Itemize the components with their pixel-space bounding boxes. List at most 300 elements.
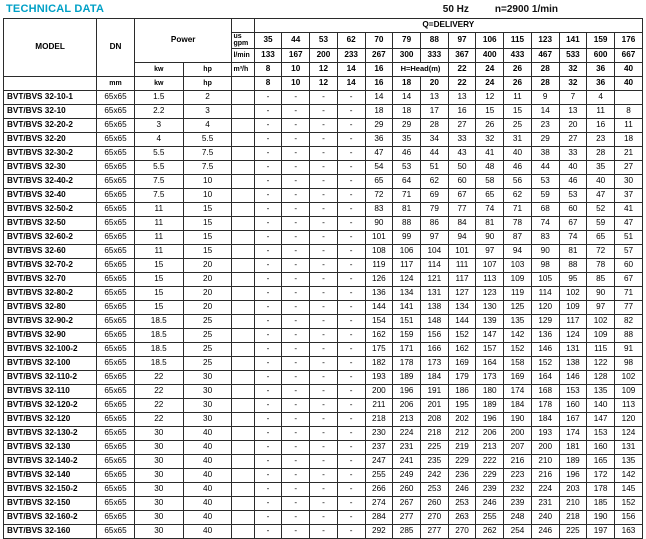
row-head-value-10: 168 [531,384,559,398]
row-head-value-11: 181 [559,440,587,454]
row-head-value-3: - [337,132,365,146]
row-head-value-3: - [337,342,365,356]
row-head-value-1: - [282,468,310,482]
row-head-value-4: 90 [365,216,393,230]
row-power-hp: 10 [183,174,232,188]
row-head-value-5: 285 [393,524,421,538]
row-unit-spacer [232,104,254,118]
row-head-value-2: - [310,118,338,132]
row-dn: 65x65 [97,216,135,230]
table-head [4,19,643,91]
row-head-value-4: 72 [365,188,393,202]
row-model: BVT/BVS 32-80-2 [4,286,97,300]
row-head-value-12: 85 [587,272,615,286]
row-head-value-0: - [254,132,282,146]
row-head-value-11: 210 [559,496,587,510]
row-power-kw: 30 [134,524,183,538]
row-head-value-5: 71 [393,188,421,202]
row-model: BVT/BVS 32-50-2 [4,202,97,216]
row-head-value-11: 20 [559,118,587,132]
row-head-value-0: - [254,482,282,496]
col-header-power: Power [134,19,232,63]
row-power-kw: 22 [134,398,183,412]
row-head-value-7: 195 [448,398,476,412]
row-dn: 65x65 [97,454,135,468]
flow-lmin-9: 433 [504,48,532,62]
row-head-value-0: - [254,356,282,370]
table-row [4,328,643,342]
row-power-hp: 30 [183,398,232,412]
row-head-value-8: 113 [476,272,504,286]
row-head-value-9: 25 [504,118,532,132]
row-head-value-13: 82 [615,314,643,328]
row-head-value-12: 185 [587,496,615,510]
row-head-value-7: 43 [448,146,476,160]
row-head-value-12: 140 [587,398,615,412]
row-head-value-8: 164 [476,356,504,370]
row-head-value-0: - [254,230,282,244]
flow-m3h-1: 10 [282,62,310,76]
row-head-value-0: - [254,300,282,314]
row-power-kw: 1.5 [134,90,183,104]
row-head-value-1: - [282,328,310,342]
flow-lmin-7: 367 [448,48,476,62]
row-head-value-12: 23 [587,132,615,146]
row-head-value-2: - [310,342,338,356]
m3h-row-5: 18 [393,76,421,90]
row-power-hp: 7.5 [183,146,232,160]
row-unit-spacer [232,370,254,384]
m3h-row-0: 8 [254,76,282,90]
row-head-value-2: - [310,398,338,412]
row-head-value-2: - [310,160,338,174]
row-head-value-1: - [282,370,310,384]
row-head-value-8: 157 [476,342,504,356]
row-head-value-11: 95 [559,272,587,286]
row-head-value-9: 142 [504,328,532,342]
row-head-value-7: 169 [448,356,476,370]
row-power-kw: 30 [134,482,183,496]
flow-lmin-3: 233 [337,48,365,62]
row-head-value-6: 62 [420,174,448,188]
row-head-value-12: 102 [587,314,615,328]
flow-m3h-11: 32 [559,62,587,76]
row-head-value-1: - [282,482,310,496]
row-head-value-10: 53 [531,174,559,188]
row-power-hp: 2 [183,90,232,104]
flow-m3h-13: 40 [615,62,643,76]
m3h-row-10: 28 [531,76,559,90]
table-row [4,132,643,146]
row-dn: 65x65 [97,160,135,174]
row-head-value-3: - [337,370,365,384]
row-head-value-9: 184 [504,398,532,412]
row-head-value-9: 119 [504,286,532,300]
row-unit-spacer [232,202,254,216]
row-head-value-13: 51 [615,230,643,244]
row-head-value-1: - [282,202,310,216]
row-model: BVT/BVS 32-130 [4,440,97,454]
row-power-hp: 20 [183,286,232,300]
row-head-value-4: 284 [365,510,393,524]
row-head-value-11: 189 [559,454,587,468]
header-specs [443,4,638,15]
row-head-value-10: 146 [531,342,559,356]
row-head-value-3: - [337,286,365,300]
row-power-hp: 25 [183,356,232,370]
row-head-value-12: 40 [587,174,615,188]
row-dn: 65x65 [97,314,135,328]
row-head-value-12: 16 [587,118,615,132]
row-head-value-10: 240 [531,510,559,524]
row-head-value-5: 14 [393,90,421,104]
row-head-value-13: 30 [615,174,643,188]
row-head-value-1: - [282,174,310,188]
row-dn: 65x65 [97,118,135,132]
flow-gpm-0: 35 [254,33,282,49]
row-head-value-7: 13 [448,90,476,104]
row-unit-spacer [232,356,254,370]
row-head-value-9: 158 [504,356,532,370]
row-head-value-5: 141 [393,300,421,314]
row-head-value-3: - [337,440,365,454]
row-head-value-13: 67 [615,272,643,286]
flow-gpm-6: 88 [420,33,448,49]
rpm-label: n=2900 1/min [494,4,558,15]
row-head-value-8: 48 [476,160,504,174]
row-model: BVT/BVS 32-40 [4,188,97,202]
table-row [4,454,643,468]
col-header-dn: DN [97,19,135,77]
table-row [4,496,643,510]
row-head-value-11: 40 [559,160,587,174]
row-head-value-3: - [337,230,365,244]
row-head-value-9: 190 [504,412,532,426]
row-unit-spacer [232,496,254,510]
row-unit-spacer [232,244,254,258]
row-head-value-3: - [337,314,365,328]
row-head-value-12: 35 [587,160,615,174]
row-head-value-4: 108 [365,244,393,258]
flow-gpm-11: 141 [559,33,587,49]
row-head-value-1: - [282,118,310,132]
table-row [4,202,643,216]
row-head-value-11: 203 [559,482,587,496]
table-row [4,104,643,118]
row-unit-spacer [232,454,254,468]
row-head-value-11: 7 [559,90,587,104]
row-power-hp: 40 [183,468,232,482]
m3h-row-4: 16 [365,76,393,90]
row-power-kw: 5.5 [134,146,183,160]
row-head-value-6: 13 [420,90,448,104]
row-head-value-9: 232 [504,482,532,496]
row-head-value-12: 172 [587,468,615,482]
table-row [4,356,643,370]
m3h-row-6: 20 [420,76,448,90]
row-dn: 65x65 [97,342,135,356]
row-head-value-1: - [282,216,310,230]
row-head-value-7: 162 [448,342,476,356]
row-head-value-6: 242 [420,468,448,482]
row-head-value-13: 47 [615,216,643,230]
row-head-value-0: - [254,454,282,468]
flow-gpm-2: 53 [310,33,338,49]
row-head-value-1: - [282,510,310,524]
row-head-value-0: - [254,384,282,398]
row-head-value-0: - [254,510,282,524]
row-unit-spacer [232,300,254,314]
row-head-value-6: 218 [420,426,448,440]
flow-m3h-3: 14 [337,62,365,76]
row-head-value-5: 151 [393,314,421,328]
table-row [4,426,643,440]
table-row [4,440,643,454]
row-head-value-0: - [254,468,282,482]
row-head-value-4: 211 [365,398,393,412]
row-head-value-12: 11 [587,104,615,118]
row-head-value-12: 190 [587,510,615,524]
row-head-value-3: - [337,300,365,314]
table-row [4,230,643,244]
row-head-value-7: 202 [448,412,476,426]
row-head-value-12: 90 [587,286,615,300]
table-row [4,468,643,482]
row-head-value-13: 21 [615,146,643,160]
row-head-value-10: 114 [531,286,559,300]
row-head-value-1: - [282,286,310,300]
row-head-value-4: 218 [365,412,393,426]
row-head-value-7: 16 [448,104,476,118]
row-head-value-6: 260 [420,496,448,510]
flow-gpm-13: 176 [615,33,643,49]
row-head-value-5: 134 [393,286,421,300]
row-head-value-10: 38 [531,146,559,160]
row-head-value-9: 56 [504,174,532,188]
row-power-hp: 40 [183,482,232,496]
row-dn: 65x65 [97,468,135,482]
row-head-value-2: - [310,300,338,314]
row-dn: 65x65 [97,524,135,538]
row-head-value-11: 60 [559,202,587,216]
row-model: BVT/BVS 32-160-2 [4,510,97,524]
row-head-value-13: 77 [615,300,643,314]
row-head-value-5: 29 [393,118,421,132]
row-unit-spacer [232,90,254,104]
row-head-value-0: - [254,90,282,104]
row-power-kw: 18.5 [134,328,183,342]
row-head-value-3: - [337,398,365,412]
row-head-value-6: 69 [420,188,448,202]
row-head-value-9: 46 [504,160,532,174]
row-model: BVT/BVS 32-50 [4,216,97,230]
row-model: BVT/BVS 32-160 [4,524,97,538]
row-power-hp: 4 [183,118,232,132]
row-power-kw: 22 [134,412,183,426]
row-dn: 65x65 [97,272,135,286]
row-dn: 65x65 [97,202,135,216]
flow-m3h-10: 28 [531,62,559,76]
row-model: BVT/BVS 32-140-2 [4,454,97,468]
row-head-value-4: 162 [365,328,393,342]
flow-gpm-4: 70 [365,33,393,49]
table-body [4,90,643,538]
row-head-value-7: 212 [448,426,476,440]
m3h-row-8: 24 [476,76,504,90]
row-head-value-10: 210 [531,454,559,468]
row-head-value-11: 225 [559,524,587,538]
row-head-value-10: 9 [531,90,559,104]
row-head-value-8: 246 [476,496,504,510]
row-head-value-3: - [337,160,365,174]
row-head-value-0: - [254,496,282,510]
row-unit-spacer [232,286,254,300]
m3h-row-2: 12 [310,76,338,90]
row-head-value-5: 267 [393,496,421,510]
row-head-value-3: - [337,90,365,104]
row-power-kw: 11 [134,230,183,244]
row-head-value-2: - [310,104,338,118]
row-head-value-13: 152 [615,496,643,510]
row-power-hp: 30 [183,412,232,426]
row-head-value-4: 36 [365,132,393,146]
row-head-value-6: 156 [420,328,448,342]
row-head-value-5: 159 [393,328,421,342]
row-head-value-12: 72 [587,244,615,258]
row-head-value-9: 15 [504,104,532,118]
row-head-value-10: 200 [531,440,559,454]
row-head-value-0: - [254,118,282,132]
row-power-hp: 10 [183,188,232,202]
row-power-hp: 40 [183,496,232,510]
row-model: BVT/BVS 32-40-2 [4,174,97,188]
row-model: BVT/BVS 32-120 [4,412,97,426]
row-head-value-6: 253 [420,482,448,496]
col-header-model: MODEL [4,19,97,77]
row-head-value-2: - [310,286,338,300]
row-head-value-12: 97 [587,300,615,314]
row-head-value-6: 184 [420,370,448,384]
row-head-value-1: - [282,146,310,160]
row-head-value-4: 175 [365,342,393,356]
row-head-value-0: - [254,258,282,272]
row-head-value-8: 189 [476,398,504,412]
row-head-value-7: 253 [448,496,476,510]
row-head-value-11: 138 [559,356,587,370]
row-head-value-2: - [310,314,338,328]
row-power-kw: 18.5 [134,356,183,370]
row-power-kw: 3 [134,118,183,132]
row-head-value-1: - [282,160,310,174]
row-head-value-13: 11 [615,118,643,132]
row-head-value-9: 216 [504,454,532,468]
row-head-value-12: 65 [587,230,615,244]
row-head-value-7: 84 [448,216,476,230]
row-head-value-10: 193 [531,426,559,440]
row-power-kw: 11 [134,216,183,230]
row-head-value-4: 83 [365,202,393,216]
row-head-value-8: 206 [476,426,504,440]
row-head-value-1: - [282,90,310,104]
row-head-value-7: 60 [448,174,476,188]
flow-gpm-1: 44 [282,33,310,49]
row-dn: 65x65 [97,398,135,412]
unit-mm: mm [97,76,135,90]
row-head-value-6: 148 [420,314,448,328]
row-head-value-8: 41 [476,146,504,160]
row-unit-spacer [232,510,254,524]
row-head-value-5: 35 [393,132,421,146]
unit-hp-2: hp [183,76,232,90]
row-head-value-4: 237 [365,440,393,454]
row-head-value-4: 274 [365,496,393,510]
row-head-value-0: - [254,412,282,426]
row-head-value-8: 107 [476,258,504,272]
row-unit-spacer [232,160,254,174]
row-head-value-5: 99 [393,230,421,244]
row-head-value-11: 46 [559,174,587,188]
m3h-row-13: 40 [615,76,643,90]
table-row [4,286,643,300]
row-head-value-5: 260 [393,482,421,496]
row-unit-spacer [232,272,254,286]
row-head-value-4: 182 [365,356,393,370]
row-head-value-8: 239 [476,482,504,496]
row-model: BVT/BVS 32-60-2 [4,230,97,244]
table-row [4,314,643,328]
table-row [4,174,643,188]
row-head-value-1: - [282,384,310,398]
row-power-kw: 30 [134,468,183,482]
unit-kw-2: kw [134,76,183,90]
table-row [4,244,643,258]
row-model: BVT/BVS 32-100 [4,356,97,370]
row-head-value-9: 207 [504,440,532,454]
row-head-value-2: - [310,426,338,440]
row-head-value-13: 135 [615,454,643,468]
row-power-hp: 15 [183,244,232,258]
row-model: BVT/BVS 32-80 [4,300,97,314]
row-head-value-13: 91 [615,342,643,356]
row-head-value-3: - [337,356,365,370]
row-model: BVT/BVS 32-10-1 [4,90,97,104]
row-unit-spacer [232,426,254,440]
row-head-value-5: 106 [393,244,421,258]
row-head-value-9: 31 [504,132,532,146]
row-head-value-12: 28 [587,146,615,160]
row-dn: 65x65 [97,286,135,300]
row-head-value-11: 167 [559,412,587,426]
row-power-kw: 7.5 [134,188,183,202]
table-row [4,272,643,286]
frequency-label: 50 Hz [442,4,469,15]
row-head-value-11: 88 [559,258,587,272]
row-model: BVT/BVS 32-90-2 [4,314,97,328]
row-head-value-11: 67 [559,216,587,230]
row-head-value-7: 27 [448,118,476,132]
row-dn: 65x65 [97,244,135,258]
row-head-value-12: 122 [587,356,615,370]
row-unit-spacer [232,174,254,188]
row-head-value-8: 15 [476,104,504,118]
row-head-value-1: - [282,314,310,328]
row-head-value-11: 146 [559,370,587,384]
row-head-value-4: 119 [365,258,393,272]
row-head-value-9: 40 [504,146,532,160]
row-head-value-8: 222 [476,454,504,468]
table-row [4,482,643,496]
row-head-value-2: - [310,524,338,538]
